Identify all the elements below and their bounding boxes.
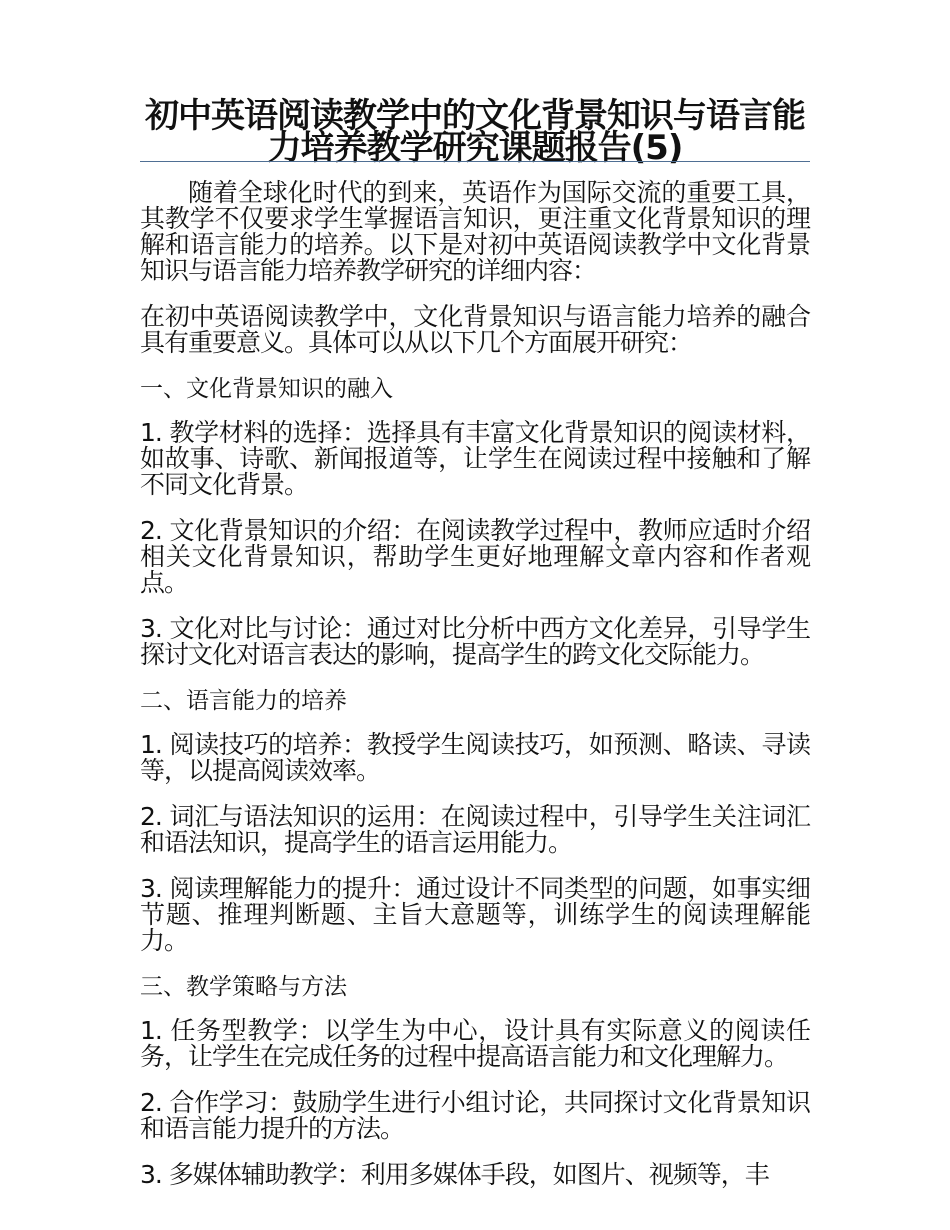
document-body [140,180,810,1208]
language-item-2: 2. 词汇与语法知识的运用：在阅读过程中，引导学生关注词汇和语法知识，提高学生的语言运用能力。 [140,802,810,857]
language-item-3: 3. 阅读理解能力的提升：通过设计不同类型的问题，如事实细节题、推理判断题、主旨大意题等，训练学生的阅读理解能力。 [140,874,810,955]
culture-item-3: 3. 文化对比与讨论：通过对比分析中西方文化差异，引导学生探讨文化对语言表达的影响，提高学生的跨文化交际能力。 [140,614,810,669]
language-item-1: 1. 阅读技巧的培养：教授学生阅读技巧，如预测、略读、寻读等，以提高阅读效率。 [140,730,810,785]
document-title: 初中英语阅读教学中的文化背景知识与语言能力培养教学研究课题报告(5) [145,96,805,168]
strategy-item-1: 1. 任务型教学：以学生为中心，设计具有实际意义的阅读任务，让学生在完成任务的过程中提高语言能力和文化理解力。 [140,1016,810,1071]
intro-paragraph: 随着全球化时代的到来，英语作为国际交流的重要工具，其教学不仅要求学生掌握语言知识，更注重文化背景知识的理解和语言能力的培养。以下是对初中英语阅读教学中文化背景知识与语言能力培养教学研究的详细内容： [140,178,810,285]
overview-paragraph: 在初中英语阅读教学中，文化背景知识与语言能力培养的融合具有重要意义。具体可以从以下几个方面展开研究： [140,302,810,357]
section-heading-culture: 一、文化背景知识的融入 [140,376,393,402]
strategy-item-3: 3. 多媒体辅助教学：利用多媒体手段，如图片、视频等，丰 [140,1160,769,1189]
section-heading-language: 二、语言能力的培养 [140,688,347,714]
culture-item-2: 2. 文化背景知识的介绍：在阅读教学过程中，教师应适时介绍相关文化背景知识，帮助学生更好地理解文章内容和作者观点。 [140,516,810,597]
culture-item-1: 1. 教学材料的选择：选择具有丰富文化背景知识的阅读材料，如故事、诗歌、新闻报道等，让学生在阅读过程中接触和了解不同文化背景。 [140,418,810,499]
strategy-item-2: 2. 合作学习：鼓励学生进行小组讨论，共同探讨文化背景知识和语言能力提升的方法。 [140,1088,810,1143]
section-heading-strategy: 三、教学策略与方法 [140,974,347,1000]
title-underline [140,161,810,162]
